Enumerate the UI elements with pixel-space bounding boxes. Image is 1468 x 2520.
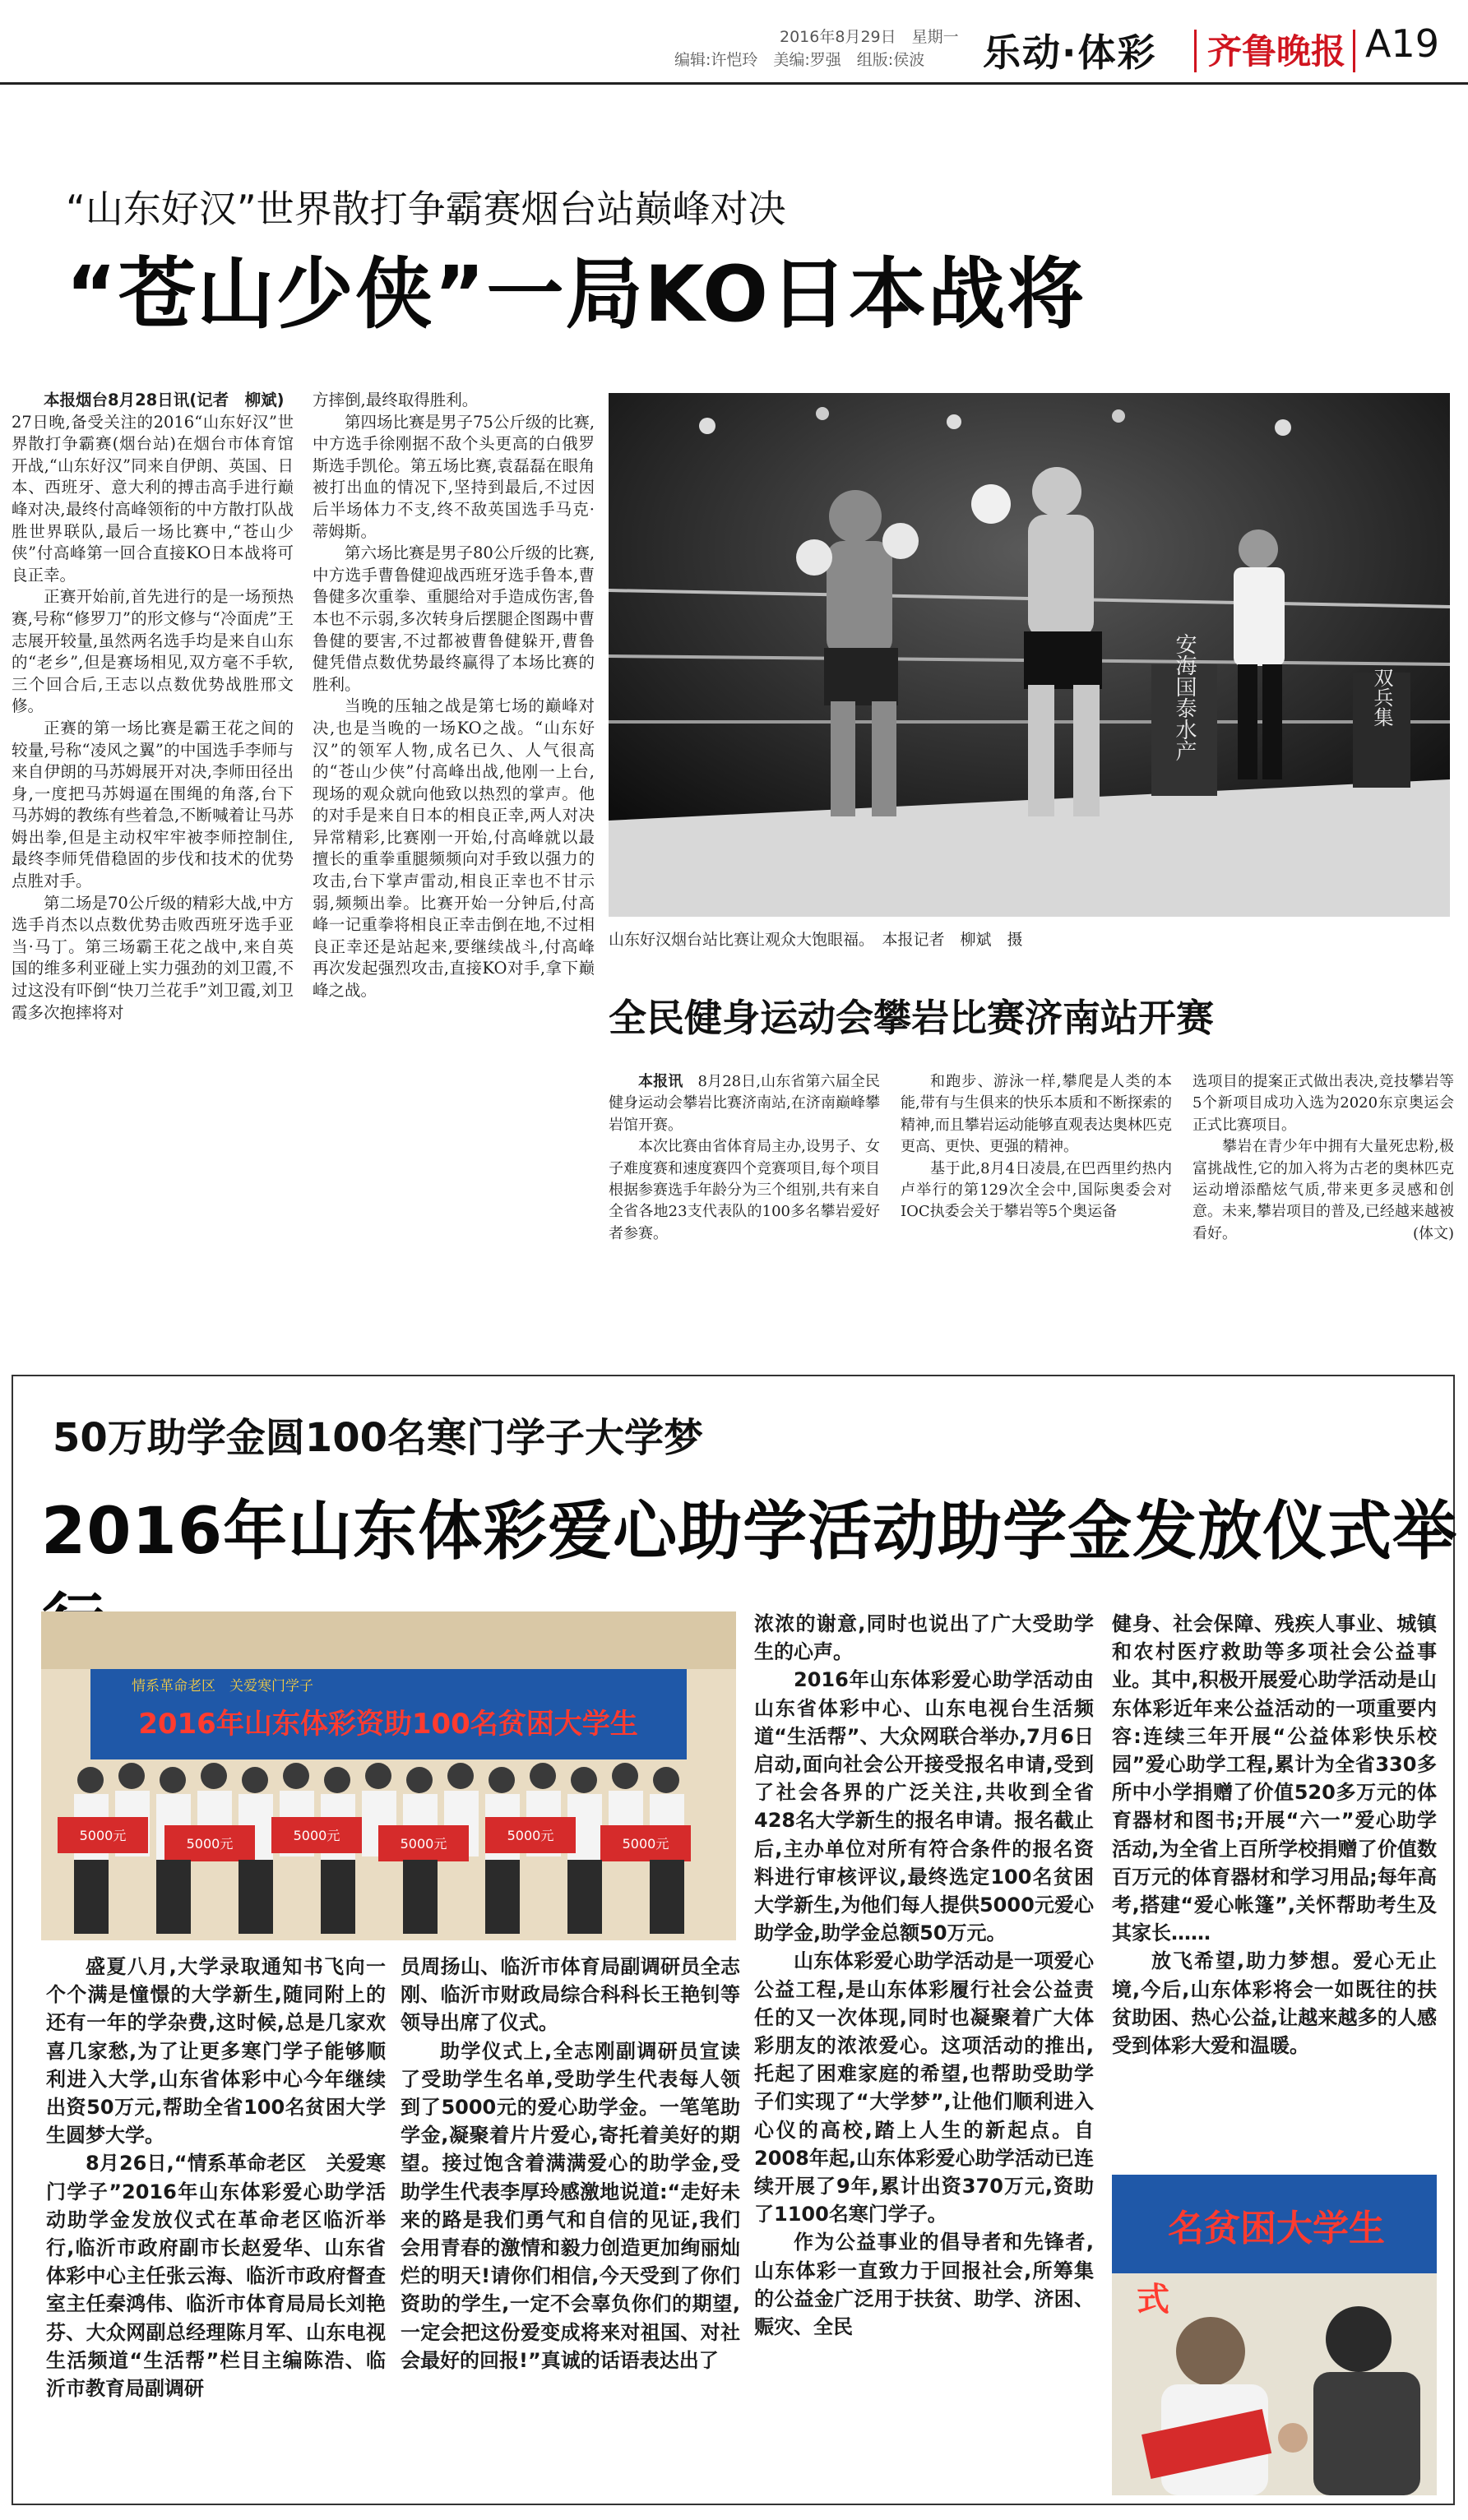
article1-column-2	[313, 390, 595, 1323]
photo-caption: 山东好汉烟台站比赛让观众大饱眼福。 本报记者 柳斌 摄	[609, 931, 1023, 949]
banner-slogan: 情系革命老区 关爱寒门学子	[132, 1678, 313, 1695]
article2-column-3	[1192, 1071, 1454, 1326]
paragraph: 放飞希望,助力梦想。爱心无止境,今后,山东体彩将会一如既往的扶贫助困、热心公益,让越来越多的人感受到体彩大爱和温暖。	[1112, 1949, 1437, 2058]
handshake-illustration	[1112, 2175, 1437, 2495]
article2-headline: 全民健身运动会攀岩比赛济南站开赛	[609, 996, 1214, 1040]
article3-column-4	[1112, 1610, 1437, 2169]
check-amount: 5000元	[507, 1828, 554, 1843]
paragraph: 助学仪式上,全志刚副调研员宣读了受助学生名单,受助学生代表每人领到了5000元的爱心助学金。一笔笔助学金,凝聚着片片爱心,寄托着美好的期望。接过饱含着满满爱心的助学金,受助学生代表李厚玲感激地说道:“走好未来的路是我们勇气和自信的见证,我们会用青春的激情和毅力创造更加绚丽灿烂的明天!请你们相信,今天受到了你们资助的学生,一定不会辜负你们的期望,一定会把这份爱变成将来对祖国、对社会最好的回报!”真诚的话语表达出了	[401, 2039, 740, 2372]
paragraph: 基于此,8月4日凌晨,在巴西里约热内卢举行的第129次全会中,国际奥委会对IOC执委会关于攀岩等5个奥运备	[901, 1159, 1172, 1221]
article1-headline: “苍山少侠”一局KO日本战将	[66, 250, 1086, 340]
banner-title: 名贫困大学生	[1168, 2208, 1385, 2250]
paragraph: 本报讯 8月28日,山东省第六届全民健身运动会攀岩比赛济南站,在济南巅峰攀岩馆开赛。	[609, 1073, 880, 1134]
article3-column-1	[46, 1953, 386, 2491]
banner-text: 安海国泰水产	[1172, 633, 1197, 761]
check-amount: 5000元	[79, 1828, 127, 1843]
page-number: A19	[1365, 21, 1440, 66]
banner-title: 式	[1137, 2281, 1169, 2319]
article3-kicker: 50万助学金圆100名寒门学子大学梦	[53, 1415, 703, 1461]
article3-column-2	[401, 1953, 740, 2491]
ceremony-illustration	[41, 1611, 736, 1940]
article3-column-3	[754, 1610, 1094, 2494]
paragraph: 盛夏八月,大学录取通知书飞向一个个满是憧憬的大学新生,随同附上的还有一年的学杂费,这时候,总是几家欢喜几家愁,为了让更多寒门学子能够顺利进入大学,山东省体彩中心今年继续出资50万元,帮助全省100名贫困大学生圆梦大学。	[46, 1955, 386, 2148]
paragraph: 正赛的第一场比赛是霸王花之间的较量,号称“凌风之翼”的中国选手李师与来自伊朗的马苏姆展开对决,李师田径出身,一度把马苏姆逼在围绳的角落,台下马苏姆的教练有些着急,不断喊着让马苏姆出拳,但是主动权牢牢被李师控制住,最终李师凭借稳固的步伐和技术的优势点胜对手。	[12, 718, 294, 891]
paragraph: 方摔倒,最终取得胜利。	[313, 391, 479, 409]
paragraph: 山东体彩爱心助学活动是一项爱心公益工程,是山东体彩履行社会公益责任的又一次体现,同时也凝聚着广大体彩朋友的浓浓爱心。这项活动的推出,托起了困难家庭的希望,也帮助受助学子们实现了“大学梦”,让他们顺利进入心仪的高校,踏上人生的新起点。自2008年起,山东体彩爱心助学活动已连续开展了9年,累计出资370万元,资助了1100名寒门学子。	[754, 1949, 1094, 2226]
article2-dateline: 本报讯	[638, 1073, 683, 1090]
paragraph: 27日晚,备受关注的2016“山东好汉”世界散打争霸赛(烟台站)在烟台市体育馆开战,“山东好汉”同来自伊朗、英国、日本、西班牙、意大利的搏击高手进行巅峰对决,最终付高峰领衔的中方散打队战胜世界联队,最后一场比赛中,“苍山少侠”付高峰第一回合直接KO日本战将可良正幸。	[12, 412, 294, 585]
masthead-divider	[1353, 30, 1355, 72]
issue-date: 2016年8月29日 星期一	[780, 28, 959, 46]
article1-column-1	[12, 390, 294, 1323]
article2-column-2	[901, 1071, 1172, 1326]
paragraph: 正赛开始前,首先进行的是一场预热赛,号称“修罗刀”的形文修与“冷面虎”王志展开较量,虽然两名选手均是来自山东的“老乡”,但是赛场相见,双方毫不手软,三个回合后,王志以点数优势战胜邢文修。	[12, 587, 294, 716]
boxing-match-photo	[609, 393, 1450, 917]
paragraph: 2016年山东体彩爱心助学活动由山东省体彩中心、山东电视台生活频道“生活帮”、大众网联合举办,7月6日启动,面向社会公开接受报名申请,受到了社会各界的广泛关注,共收到全省428名大学新生的报名申请。报名截止后,主办单位对所有符合条件的报名资料进行审核评议,最终选定100名贫困大学新生,为他们每人提供5000元爱心助学金,助学金总额50万元。	[754, 1668, 1094, 1945]
header-rule	[0, 82, 1468, 85]
article2-byline: (体文)	[1412, 1224, 1454, 1242]
banner-text: 双兵集	[1370, 668, 1393, 727]
check-amount: 5000元	[186, 1836, 234, 1852]
paragraph: 第四场比赛是男子75公斤级的比赛,中方选手徐刚据不敌个头更高的白俄罗斯选手凯伦。第五场比赛,袁磊磊在眼角被打出血的情况下,坚持到最后,不过因后半场体力不支,终不敌英国选手马克·蒂姆斯。	[313, 412, 595, 541]
article3-headline: 2016年山东体彩爱心助学活动助学金发放仪式举	[41, 1495, 1458, 1569]
paragraph: 8月26日,“情系革命老区 关爱寒门学子”2016年山东体彩爱心助学活动助学金发放仪式在革命老区临沂举行,临沂市政府副市长赵爱华、山东省体彩中心主任张云海、临沂市政府督查室主任秦鸿伟、临沂市体育局局长刘艳芬、大众网副总经理陈月军、山东电视生活频道“生活帮”栏目主编陈浩、临沂市教育局副调研	[46, 2152, 386, 2401]
paragraph: 浓浓的谢意,同时也说出了广大受助学生的心声。	[754, 1612, 1094, 1664]
article1-dateline: 本报烟台8月28日讯(记者 柳斌)	[44, 391, 285, 409]
article2-column-1	[609, 1071, 880, 1326]
paragraph: 作为公益事业的倡导者和先锋者,山东体彩一直致力于回报社会,所筹集的公益金广泛用于扶贫、助学、济困、赈灾、全民	[754, 2231, 1094, 2339]
section-title: 乐动·体彩	[983, 30, 1157, 75]
ceremony-group-photo	[41, 1611, 736, 1940]
paragraph: 第二场是70公斤级的精彩大战,中方选手肖杰以点数优势击败西班牙选手亚当·马丁。第三场霸王花之战中,来自英国的维多利亚碰上实力强劲的刘卫霞,不过这没有吓倒“快刀兰花手”刘卫霞,刘卫霞多次抱摔将对	[12, 893, 294, 1022]
paragraph: 和跑步、游泳一样,攀爬是人类的本能,带有与生俱来的快乐本质和不断探索的精神,而且攀岩运动能够直观表达奥林匹克更高、更快、更强的精神。	[901, 1073, 1172, 1156]
paragraph: 当晚的压轴之战是第七场的巅峰对决,也是当晚的一场KO之战。“山东好汉”的领军人物,成名已久、人气很高的“苍山少侠”付高峰出战,他刚一上台,现场的观众就向他致以热烈的掌声。他的对手是来自日本的相良正幸,两人对决异常精彩,比赛刚一开始,付高峰就以最擅长的重拳重腿频频向对手致以强力的攻击,台下掌声雷动,相良正幸也不甘示弱,频频出拳。比赛开始一分钟后,付高峰一记重拳将相良正幸击倒在地,不过相良正幸还是站起来,要继续战斗,付高峰再次发起强烈攻击,直接KO对手,拿下巅峰之战。	[313, 696, 595, 1001]
editor-credits: 编辑:许恺玲 美编:罗强 组版:侯波	[674, 51, 925, 69]
article1-kicker: “山东好汉”世界散打争霸赛烟台站巅峰对决	[66, 187, 786, 231]
masthead-divider	[1194, 30, 1197, 72]
boxing-ring-illustration	[609, 393, 1450, 917]
check-amount: 5000元	[293, 1828, 340, 1843]
paragraph: 本次比赛由省体育局主办,设男子、女子难度赛和速度赛四个竞赛项目,每个项目根据参赛选手年龄分为三个组别,共有来自全省各地23支代表队的100多名攀岩爱好者参赛。	[609, 1138, 880, 1242]
check-amount: 5000元	[622, 1836, 669, 1852]
paragraph: 第六场比赛是男子80公斤级的比赛,中方选手曹鲁健迎战西班牙选手鲁本,曹鲁健多次重拳、重腿给对手造成伤害,鲁本也不示弱,多次转身后摆腿企图踢中曹鲁健的要害,不过都被曹鲁健躲开,曹鲁健凭借点数优势最终赢得了本场比赛的胜利。	[313, 543, 595, 694]
paragraph: 选项目的提案正式做出表决,竞技攀岩等5个新项目成功入选为2020东京奥运会正式比赛项目。	[1192, 1073, 1454, 1134]
paragraph: 员周扬山、临沂市体育局副调研员全志刚、临沂市财政局综合科科长王艳钊等领导出席了仪式。	[401, 1955, 740, 2035]
newspaper-logo: 齐鲁晚报	[1207, 31, 1346, 72]
award-handshake-photo	[1112, 2175, 1437, 2495]
banner-title: 2016年山东体彩资助100名贫困大学生	[138, 1708, 638, 1741]
paragraph: 健身、社会保障、残疾人事业、城镇和农村医疗救助等多项社会公益事业。其中,积极开展爱心助学活动是山东体彩近年来公益活动的一项重要内容:连续三年开展“公益体彩快乐校园”爱心助学工程,累计为全省330多所中小学捐赠了价值520多万元的体育器材和图书;开展“六一”爱心助学活动,为全省上百所学校捐赠了价值数百万元的体育器材和学习用品;每年高考,搭建“爱心帐篷”,关怀帮助考生及其家长……	[1112, 1612, 1437, 1945]
check-amount: 5000元	[400, 1836, 447, 1852]
paragraph: 攀岩在青少年中拥有大量死忠粉,极富挑战性,它的加入将为古老的奥林匹克运动增添酷炫气质,带来更多灵感和创意。未来,攀岩项目的普及,已经越来越被看好。 (体文)	[1192, 1136, 1454, 1245]
